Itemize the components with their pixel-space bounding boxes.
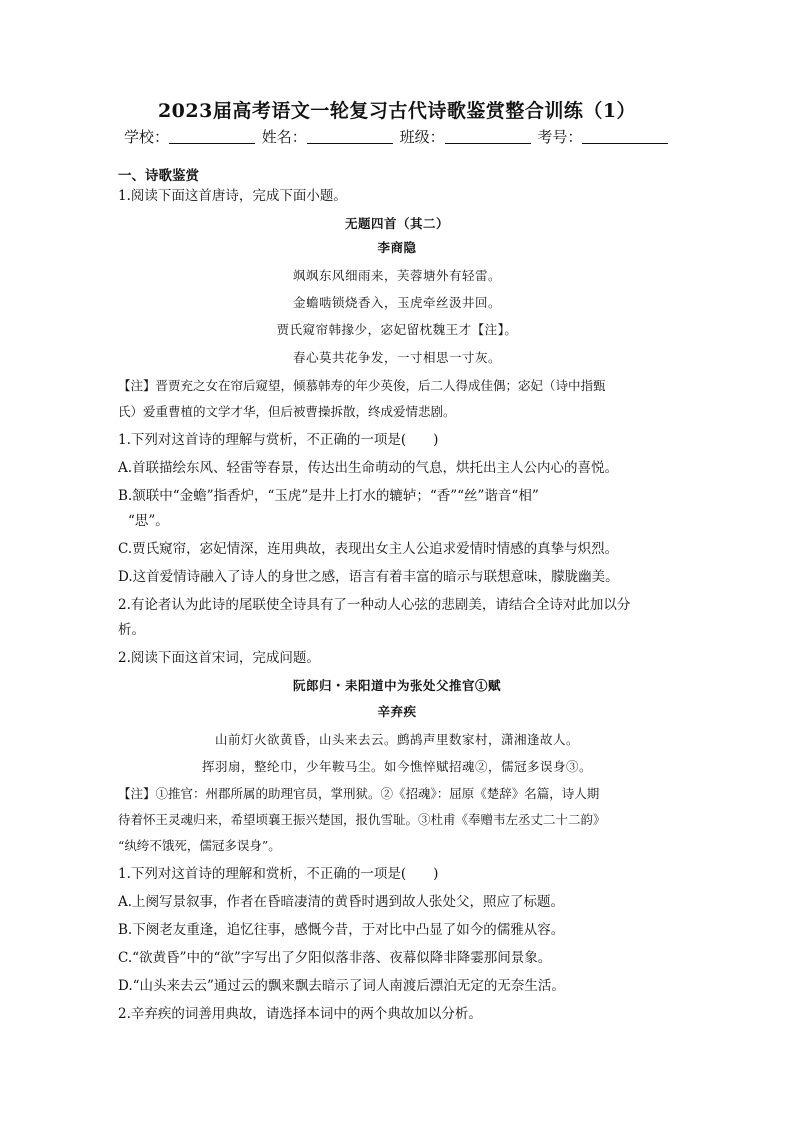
poem-2-note: 【注】①推官：州郡所属的助理官员，掌刑狱。②《招魂》：屈原《楚辞》名篇，诗人期: [118, 786, 600, 801]
poem-2-line: 山前灯火欲黄昏，山头来去云。鹧鸪声里数家村，潇湘逢故人。: [214, 732, 579, 747]
class-label: 班级：: [399, 128, 445, 146]
question-2-intro: 2.阅读下面这首宋词，完成问题。: [118, 650, 320, 666]
option-d[interactable]: D.这首爱情诗融入了诗人的身世之感，语言有着丰富的暗示与联想意味，朦胧幽美。: [118, 569, 619, 585]
student-info-row: [124, 126, 670, 148]
poem-1-line: 飒飒东风细雨来，芙蓉塘外有轻雷。: [292, 268, 501, 283]
poem-2-line: 挥羽扇，整纶巾，少年鞍马尘。如今憔悴赋招魂②，儒冠多误身③。: [201, 759, 592, 774]
poem-1-line: 贾氏窥帘韩掾少，宓妃留枕魏王才【注】。: [276, 322, 518, 337]
question-1-2-continued: 析。: [118, 622, 145, 638]
poem-1-line: 金蟾啮锁烧香入，玉虎牵丝汲井回。: [292, 295, 501, 310]
section-heading: 一、诗歌鉴赏: [118, 168, 199, 184]
poem-2-note: “纨绔不饿死，儒冠多误身”。: [118, 838, 281, 853]
poem-2-title: 阮郎归・耒阳道中为张处父推官①赋: [292, 678, 501, 693]
name-label: 姓名：: [261, 128, 307, 146]
option-c[interactable]: C.“欲黄昏”中的“欲”字写出了夕阳似落非落、夜幕似降非降霎那间景象。: [118, 950, 552, 966]
poem-1-line: 春心莫共花争发，一寸相思一寸灰。: [292, 350, 501, 365]
exam-number-label: 考号：: [537, 128, 583, 146]
class-blank[interactable]: [445, 127, 531, 144]
poem-2-author: 辛弃疾: [377, 704, 417, 719]
question-1-intro: 1.阅读下面这首唐诗，完成下面小题。: [118, 188, 347, 204]
school-blank[interactable]: [169, 127, 255, 144]
option-b[interactable]: B.下阕老友重逢，追忆往事，感慨今昔，于对比中凸显了如今的儒雅从容。: [118, 922, 565, 938]
school-label: 学校：: [124, 128, 170, 146]
poem-1-note: 氏）爱重曹植的文学才华，但后被曹操拆散，终成爱情悲剧。: [118, 404, 456, 419]
poem-1-note: 【注】晋贾充之女在帘后窥望，倾慕韩寿的年少英俊，后二人得成佳偶；宓妃（诗中指甄: [118, 378, 606, 393]
option-a[interactable]: A.上阕写景叙事，作者在昏暗凄清的黄昏时遇到故人张处父，照应了标题。: [118, 894, 565, 910]
poem-2-note: 待着怀王灵魂归来，希望顷襄王振兴楚国，报仇雪耻。③杜甫《奉赠韦左丞丈二十二韵》: [118, 812, 606, 827]
option-b-continued: “思”。: [128, 513, 169, 529]
exam-number-blank[interactable]: [582, 127, 668, 144]
question-2-1-stem: 1.下列对这首诗的理解和赏析，不正确的一项是( ): [118, 866, 439, 882]
question-1-1-stem: 1.下列对这首诗的理解与赏析，不正确的一项是( ): [118, 432, 439, 448]
option-a[interactable]: A.首联描绘东风、轻雷等春景，传达出生命萌动的气息，烘托出主人公内心的喜悦。: [118, 460, 619, 476]
page-title: 2023届高考语文一轮复习古代诗歌鉴赏整合训练（1）: [157, 100, 637, 122]
option-c[interactable]: C.贾氏窥帘，宓妃情深，连用典故，表现出女主人公追求爱情时情感的真挚与炽烈。: [118, 541, 619, 557]
poem-1-author: 李商隐: [377, 240, 417, 255]
question-2-2: 2.辛弃疾的词善用典故，请选择本词中的两个典故加以分析。: [118, 1006, 482, 1022]
option-d[interactable]: D.“山头来去云”通过云的飘来飘去暗示了词人南渡后漂泊无定的无奈生活。: [118, 978, 565, 994]
poem-1-title: 无题四首（其二）: [344, 216, 449, 231]
name-blank[interactable]: [307, 127, 393, 144]
question-1-2: 2.有论者认为此诗的尾联使全诗具有了一种动人心弦的悲剧美，请结合全诗对此加以分: [118, 597, 631, 613]
option-b[interactable]: B.颔联中“金蟾”指香炉，“玉虎”是井上打水的辘轳；“香”“丝”谐音“相”: [118, 488, 539, 504]
